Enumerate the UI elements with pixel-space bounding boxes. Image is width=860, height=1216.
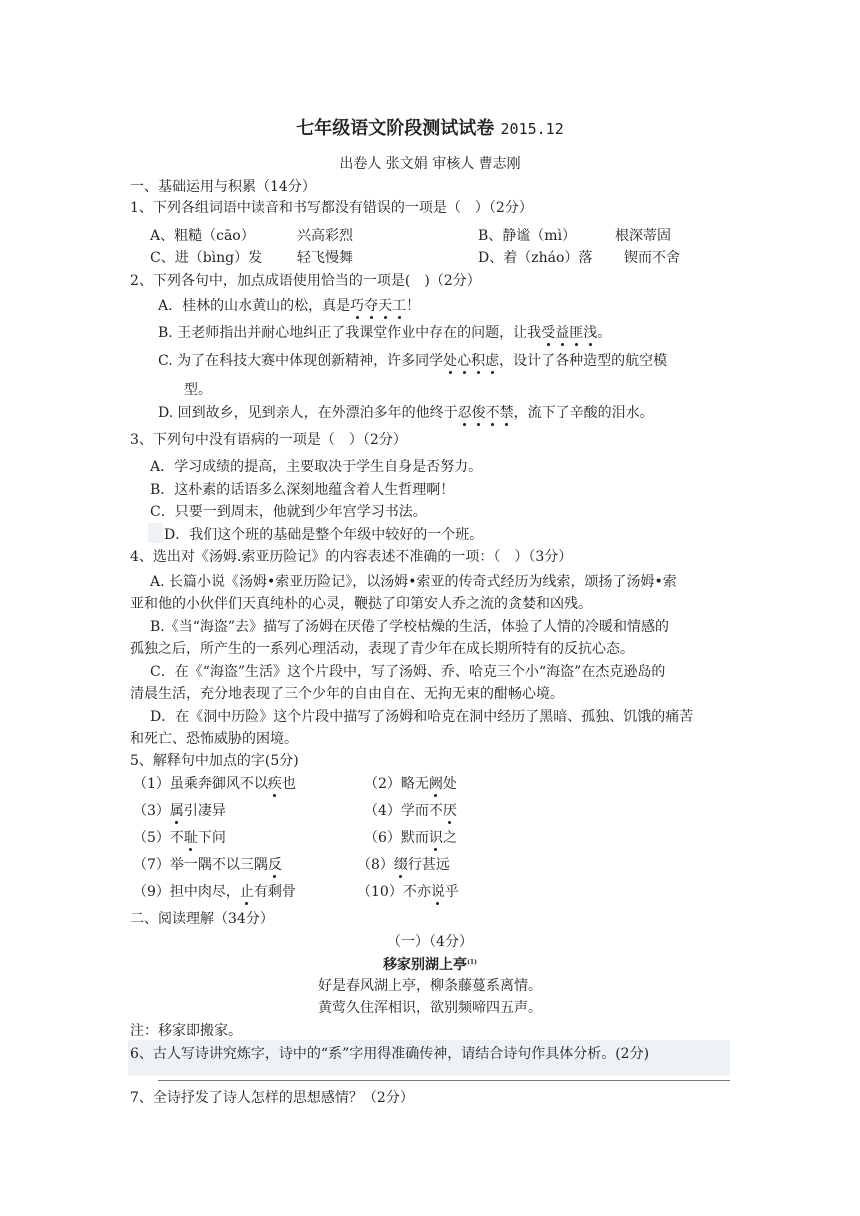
explain-item: （5）不耻下问	[133, 830, 226, 846]
section-heading: 一、基础运用与积累（14分）	[130, 179, 316, 195]
dotted-char: 属	[169, 803, 184, 819]
dotted-char: 耻	[183, 830, 198, 846]
poem-title: 移家别湖上亭$^{(1)}$	[383, 957, 477, 973]
explain-item: （4）学而不厌	[364, 803, 457, 819]
dotted-char: 疾	[267, 776, 282, 792]
dotted-char: 忍	[457, 405, 472, 421]
option-text: A．桂林的山水黄山的松，真是巧夺天工！	[158, 298, 421, 314]
dotted-char: 夺	[364, 298, 379, 314]
option-text: 轻飞慢舞	[297, 250, 353, 266]
option-text: B、静谧（mì）	[478, 228, 577, 244]
option-text: D. 回到故乡，见到亲人，在外漂泊多年的他终于忍俊不禁，流下了辛酸的泪水。	[158, 405, 654, 421]
author-line: 出卷人 张文娟 审核人 曹志刚	[339, 156, 521, 172]
option-text: 亚和他的小伙伴们天真纯朴的心灵，鞭挞了印第安人乔之流的贪婪和凶残。	[130, 596, 592, 612]
dotted-char: 匪	[569, 325, 584, 341]
question-stem: 6、古人写诗讲究炼字，诗中的“系”字用得准确传神，请结合诗句作具体分析。(2分)	[130, 1046, 650, 1062]
option-text: C．只要一到周末，他就到少年宫学习书法。	[150, 504, 427, 520]
question-stem: 5、解释句中加点的字(5分)	[130, 753, 299, 769]
dotted-char: 浅	[583, 325, 598, 341]
poem-line: 黄莺久住浑相识，欲别频啼四五声。	[318, 1000, 542, 1016]
explain-item: （10）不亦说乎	[357, 884, 459, 900]
dotted-char: 俊	[471, 405, 486, 421]
option-text: D．在《洞中历险》这个片段中描写了汤姆和哈克在洞中经历了黑暗、孤独、饥饿的痛苦	[150, 709, 694, 725]
dotted-char: 处	[443, 353, 458, 369]
dotted-char: 虑	[485, 353, 500, 369]
option-text: B.《当“海盗”去》描写了汤姆在厌倦了学校枯燥的生活，体验了人情的冷暖和情感的	[150, 619, 670, 635]
reading-part-label: （一）（4分）	[387, 934, 473, 950]
option-text: A、粗糙（cāo）	[150, 228, 255, 244]
dotted-char: 说	[430, 884, 445, 900]
footnote: 注：移家即搬家。	[130, 1023, 242, 1039]
dotted-char: 识	[428, 830, 443, 846]
option-text: 锲而不舍	[624, 250, 680, 266]
option-text: 清晨生活，充分地表现了三个少年的自由自在、无拘无束的酣畅心境。	[130, 686, 564, 702]
dotted-char: 巧	[350, 298, 365, 314]
explain-item: （3）属引凄异	[133, 803, 226, 819]
dotted-char: 阙	[428, 776, 443, 792]
footnote-mark: (1)	[467, 959, 477, 966]
answer-line	[158, 1080, 730, 1081]
option-text: A．学习成绩的提高，主要取决于学生自身是否努力。	[150, 459, 483, 475]
option-text: D、着（zháo）落	[478, 250, 593, 266]
option-text: B．这朴素的话语多么深刻地蕴含着人生哲理啊！	[150, 482, 455, 498]
question-stem: 7、全诗抒发了诗人怎样的思想感情？（2分）	[130, 1090, 414, 1106]
explain-item: （6）默而识之	[364, 830, 457, 846]
option-text: C．在《“海盗”生活》这个片段中，写了汤姆、乔、哈克三个小“海盗”在杰克逊岛的	[150, 664, 666, 680]
option-text: C、进（bìng）发	[150, 250, 263, 266]
page-title: 七年级语文阶段测试试卷 2015.12	[296, 118, 564, 139]
option-text: C. 为了在科技大赛中体现创新精神，许多同学处心积虑，设计了各种造型的航空模	[158, 353, 668, 369]
dotted-char: 厌	[442, 803, 457, 819]
dotted-idiom	[458, 405, 514, 421]
option-text: D．我们这个班的基础是整个年级中较好的一个班。	[164, 527, 484, 543]
dotted-char: 受	[541, 325, 556, 341]
dotted-char: 止	[239, 884, 254, 900]
dotted-idiom	[541, 325, 597, 341]
exam-date: 2015.12	[500, 120, 564, 138]
option-text: 兴高彩烈	[297, 228, 353, 244]
dotted-char: 缀	[393, 857, 408, 873]
explain-item: （9）担中肉尽，止有剩骨	[133, 884, 296, 900]
explain-item: （1）虽乘奔御风不以疾也	[133, 776, 296, 792]
dotted-char: 心	[457, 353, 472, 369]
question-stem: 4、选出对《汤姆.索亚历险记》的内容表述不准确的一项：（ ）（3分）	[130, 549, 573, 565]
option-text: 和死亡、恐怖威胁的困境。	[130, 731, 298, 747]
option-text: 根深蒂固	[615, 228, 671, 244]
highlight-mark	[148, 523, 163, 543]
option-text: 孤独之后，所产生的一系列心理活动，表现了青少年在成长期所特有的反抗心态。	[130, 641, 634, 657]
explain-item: （2）略无阙处	[364, 776, 457, 792]
question-stem: 1、下列各组词语中读音和书写都没有错误的一项是（ ）（2分）	[130, 200, 533, 216]
dotted-char: 积	[471, 353, 486, 369]
dotted-char: 不	[485, 405, 500, 421]
dotted-char: 反	[267, 857, 282, 873]
question-stem: 3、下列句中没有语病的一项是（ ）（2分）	[130, 432, 407, 448]
explain-item: （7）举一隅不以三隅反	[133, 857, 282, 873]
dotted-char: 禁	[499, 405, 514, 421]
option-text: 型。	[184, 382, 212, 398]
dotted-idiom	[350, 298, 406, 314]
dotted-char: 益	[555, 325, 570, 341]
section-heading: 二、阅读理解（34分）	[130, 911, 274, 927]
poem-line: 好是春风湖上亭，柳条藤蔓系离情。	[318, 978, 542, 994]
dotted-char: 天	[378, 298, 393, 314]
explain-item: （8）缀行甚远	[357, 857, 450, 873]
dotted-idiom	[443, 353, 499, 369]
option-text: B. 王老师指出并耐心地纠正了我课堂作业中存在的问题，让我受益匪浅。	[158, 325, 612, 341]
dotted-char: 工	[392, 298, 407, 314]
option-text: A. 长篇小说《汤姆•索亚历险记》，以汤姆•索亚的传奇式经历为线索，颂扬了汤姆•索	[150, 574, 677, 590]
question-stem: 2、下列各句中，加点成语使用恰当的一项是( )（2分）	[130, 273, 481, 289]
